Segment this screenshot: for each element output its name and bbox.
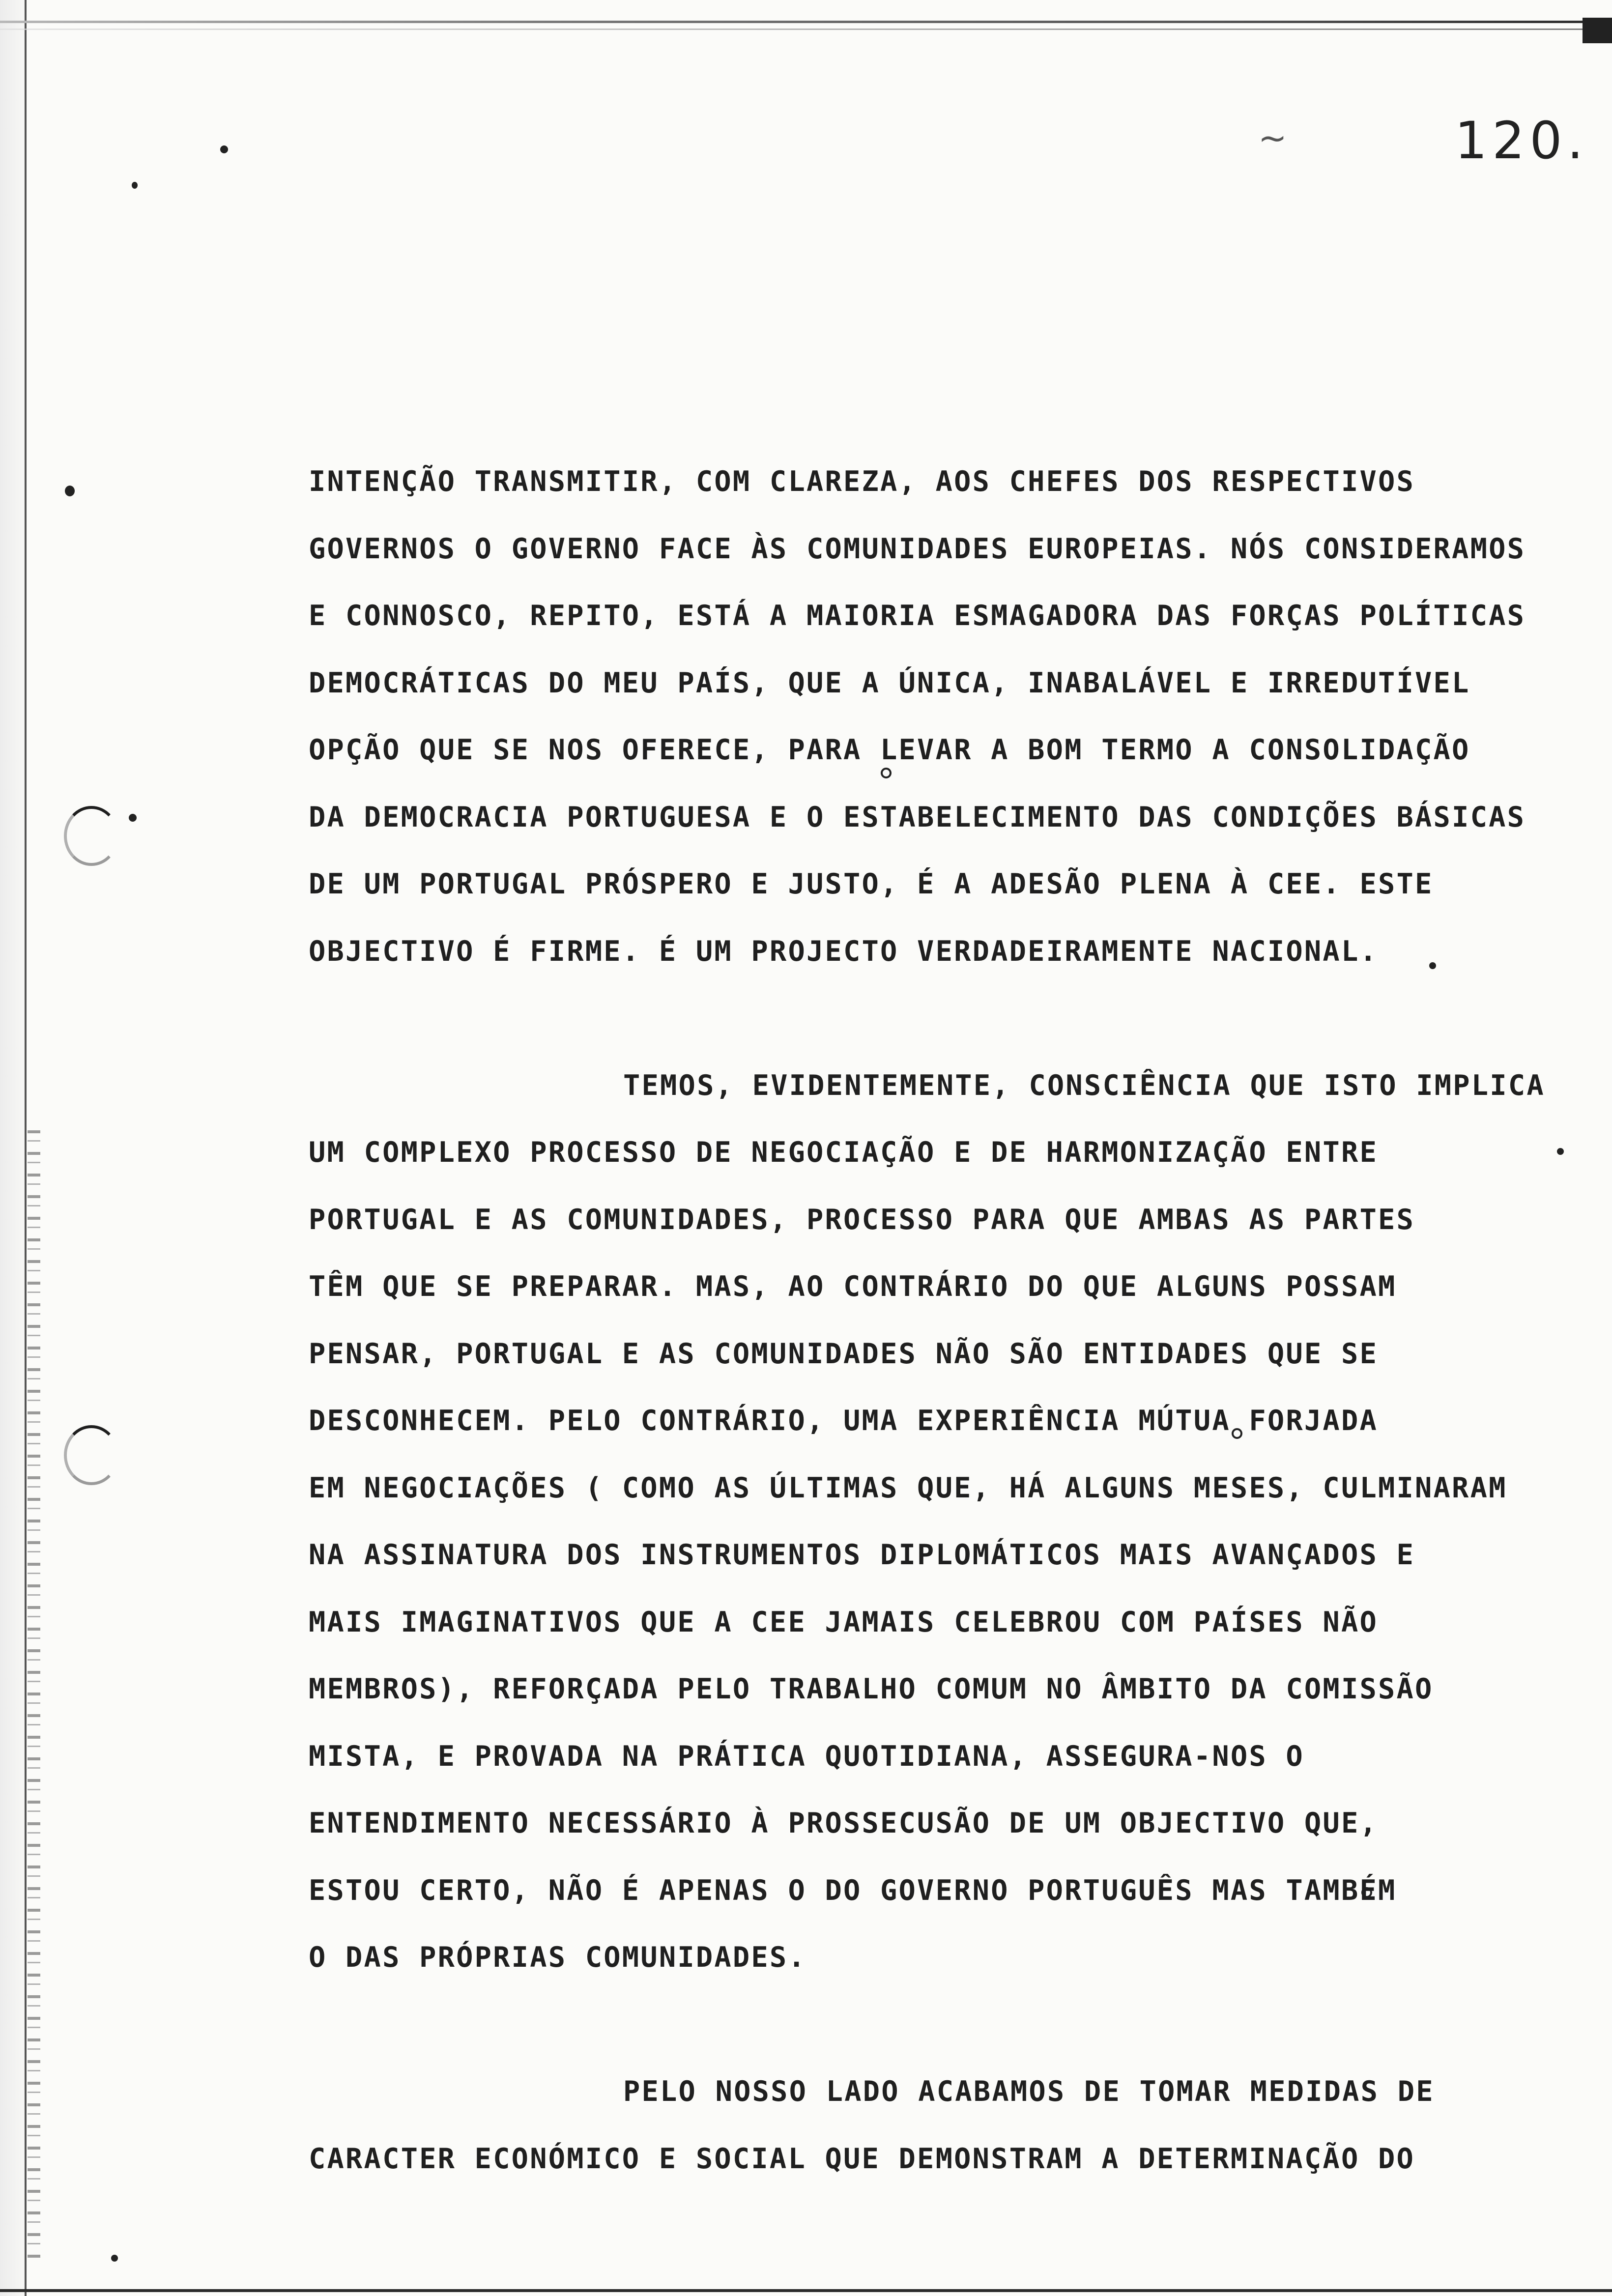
text-line: OBJECTIVO É FIRME. É UM PROJECTO VERDADEIRAMENTE NACIONAL. (309, 935, 1378, 968)
text-line: EM NEGOCIAÇÕES ( COMO AS ÚLTIMAS QUE, HÁ ALGUNS MESES, CULMINARAM (309, 1471, 1507, 1504)
text-line: O DAS PRÓPRIAS COMUNIDADES. (309, 1941, 806, 1974)
paragraph (309, 448, 1606, 985)
text-line: MAIS IMAGINATIVOS QUE A CEE JAMAIS CELEBROU COM PAÍSES NÃO (309, 1606, 1378, 1638)
text-line: E CONNOSCO, REPITO, ESTÁ A MAIORIA ESMAGADORA DAS FORÇAS POLÍTICAS (309, 600, 1526, 632)
speck (129, 814, 137, 822)
text-line: TÊM QUE SE PREPARAR. MAS, AO CONTRÁRIO DO QUE ALGUNS POSSAM (309, 1270, 1397, 1303)
text-line: OPÇÃO QUE SE NOS OFERECE, PARA LEVAR A BOM TERMO A CONSOLIDAÇÃO (309, 734, 1470, 766)
page-number: 120. (1455, 111, 1588, 171)
text-line: GOVERNOS O GOVERNO FACE ÀS COMUNIDADES EUROPEIAS. NÓS CONSIDERAMOS (309, 532, 1526, 565)
text-line: DA DEMOCRACIA PORTUGUESA E O ESTABELECIMENTO DAS CONDIÇÕES BÁSICAS (309, 801, 1526, 833)
text-line: ESTOU CERTO, NÃO É APENAS O DO GOVERNO PORTUGUÊS MAS TAMBÉM (309, 1874, 1397, 1907)
binder-hole-icon (64, 1425, 119, 1485)
scan-top-edge-secondary (0, 29, 1612, 30)
binder-hole-icon (64, 806, 119, 866)
speck (132, 182, 138, 189)
scan-left-margin (0, 0, 25, 2296)
text-line: ENTENDIMENTO NECESSÁRIO À PROSSECUSÃO DE UM OBJECTIVO QUE, (309, 1807, 1378, 1839)
speck (111, 2255, 118, 2262)
text-line: DE UM PORTUGAL PRÓSPERO E JUSTO, É A ADESÃO PLENA À CEE. ESTE (309, 868, 1434, 900)
scan-top-corner (1583, 18, 1612, 43)
paragraph (309, 1052, 1606, 1991)
text-line: PORTUGAL E AS COMUNIDADES, PROCESSO PARA QUE AMBAS AS PARTES (309, 1203, 1415, 1236)
text-line: NA ASSINATURA DOS INSTRUMENTOS DIPLOMÁTICOS MAIS AVANÇADOS E (309, 1539, 1415, 1571)
scan-left-noise (28, 1130, 40, 2261)
speck (65, 486, 75, 496)
text-line: MISTA, E PROVADA NA PRÁTICA QUOTIDIANA, ASSEGURA-NOS O (309, 1740, 1304, 1773)
scan-top-edge (0, 21, 1612, 23)
paragraph-gap (309, 985, 1606, 1052)
scan-bottom-edge (0, 2289, 1612, 2292)
text-line: CARACTER ECONÓMICO E SOCIAL QUE DEMONSTRAM A DETERMINAÇÃO DO (309, 2142, 1415, 2175)
text-line: DESCONHECEM. PELO CONTRÁRIO, UMA EXPERIÊNCIA MÚTUA FORJADA (309, 1405, 1378, 1437)
document-body (309, 448, 1606, 2192)
text-line: INTENÇÃO TRANSMITIR, COM CLAREZA, AOS CHEFES DOS RESPECTIVOS (309, 465, 1415, 498)
scan-left-edge (25, 0, 27, 2296)
speck (220, 145, 228, 153)
paragraph-gap (309, 1991, 1606, 2059)
text-line: PELO NOSSO LADO ACABAMOS DE TOMAR MEDIDAS DE (623, 2075, 1435, 2108)
page-mark: ~ (1258, 118, 1287, 158)
text-line: TEMOS, EVIDENTEMENTE, CONSCIÊNCIA QUE ISTO IMPLICA (623, 1069, 1545, 1102)
text-line: UM COMPLEXO PROCESSO DE NEGOCIAÇÃO E DE HARMONIZAÇÃO ENTRE (309, 1136, 1378, 1169)
text-line: MEMBROS), REFORÇADA PELO TRABALHO COMUM NO ÂMBITO DA COMISSÃO (309, 1673, 1434, 1705)
paragraph (309, 2058, 1606, 2192)
text-line: DEMOCRÁTICAS DO MEU PAÍS, QUE A ÚNICA, INABALÁVEL E IRREDUTÍVEL (309, 666, 1470, 699)
text-line: PENSAR, PORTUGAL E AS COMUNIDADES NÃO SÃO ENTIDADES QUE SE (309, 1337, 1378, 1370)
